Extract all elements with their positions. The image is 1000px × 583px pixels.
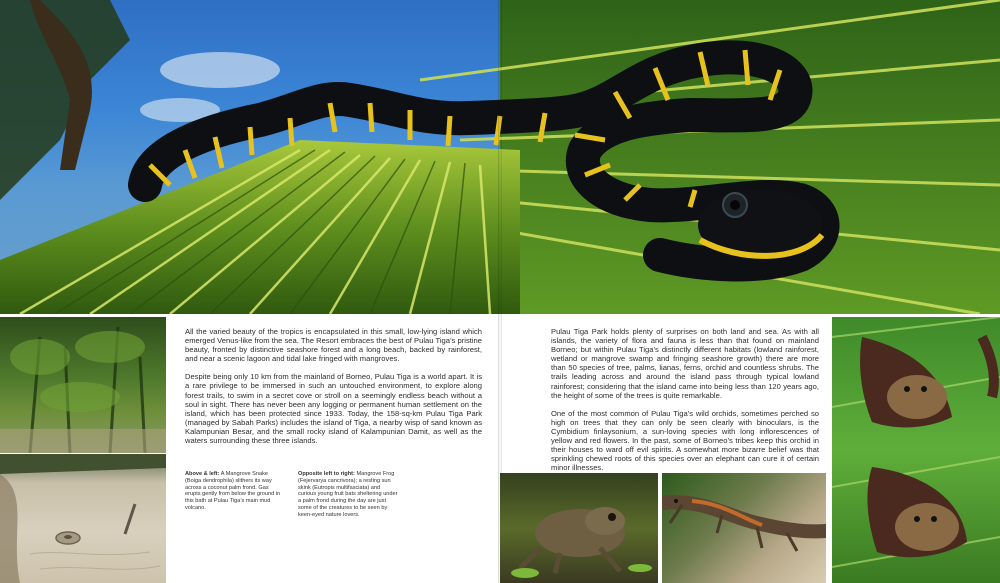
right-body-text <box>551 327 819 481</box>
left-body-text <box>185 327 482 454</box>
mud-volcano-photo <box>0 454 166 583</box>
left-paragraph: Despite being only 10 km from the mainland of Borneo, Pulau Tiga is a world apart. It is a rare privilege to be immersed in such an untouched environment, to explore along forest trails, to swim in a secret cove or stroll on a seemingly endless beach without a soul in sight. There has never been any logging or permanent human settlement on the island, which has been protected since 1933. Today, the 158-sq-km Pulau Tiga Park (managed by Sabah Parks) includes the island of Tiga, a nearby wisp of sand known as Kalampunian Besar, and the small rocky island of Kalampunian Damit, as well as the waters surrounding these three islands. <box>185 372 482 446</box>
skink-photo <box>662 473 826 583</box>
right-paragraph: One of the most common of Pulau Tiga’s wild orchids, sometimes perched so high on trees that they can only be seen clearly with binoculars, is the Cymbidium finlaysonium, a sun-loving species with long inflorescences of yellow and red flowers. In the past, some of Borneo’s tribes keep this orchid in their houses to ward off evil spirits. A somewhat more bizarre belief was that sprinkling chewed roots of this species over an elephant can cure it of certain minor illnesses. <box>551 408 819 473</box>
frog-photo <box>500 473 658 583</box>
forest-photo <box>0 317 166 453</box>
caption-text: A Mangrove Snake (Boiga dendrophila) slithers its way across a coconut palm frond. Gas erupts gently from below the ground in this bath at Pulau Tiga’s main mud volcano. <box>185 471 281 511</box>
bats-photo <box>832 317 1000 583</box>
right-paragraph: Pulau Tiga Park holds plenty of surprises on both land and sea. As with all islands, the variety of flora and fauna is less than that found on mainland Borneo; but within Pulau Tiga’s distinctly different habitats (lowland rainforest, wetland or mangrove swamp and fringing seashore growth) there are more than 50 species of tree, palms, lianas, ferns, orchid and countless shrubs. The trails leading across and around the island pass through typical lowland rainforest; considering that the island came into being less than 120 years ago, the height of some of the trees is quite remarkable. <box>551 327 819 400</box>
caption-above-left <box>185 471 283 512</box>
caption-text: Mangrove Frog (Fejervarya cancrivora); a resting sun skink (Eutropis multifasciata) and curious young fruit bats sheltering under a palm frond during the day are just some of the creatures to be seen by keen-eyed nature lovers. <box>298 471 398 518</box>
caption-heading: Opposite left to right: <box>298 471 355 477</box>
left-paragraph: All the varied beauty of the tropics is encapsulated in this small, low-lying island which emerged Venus-like from the sea. The Resort embraces the best of Pulau Tiga’s pristine beauty, fronted by distinctive seashore forest and a long beach, backed by rainforest, and near a scenic lagoon and tidal lake fringed with mangroves. <box>185 327 482 364</box>
caption-heading: Above & left: <box>185 471 220 477</box>
caption-opposite <box>298 471 398 519</box>
